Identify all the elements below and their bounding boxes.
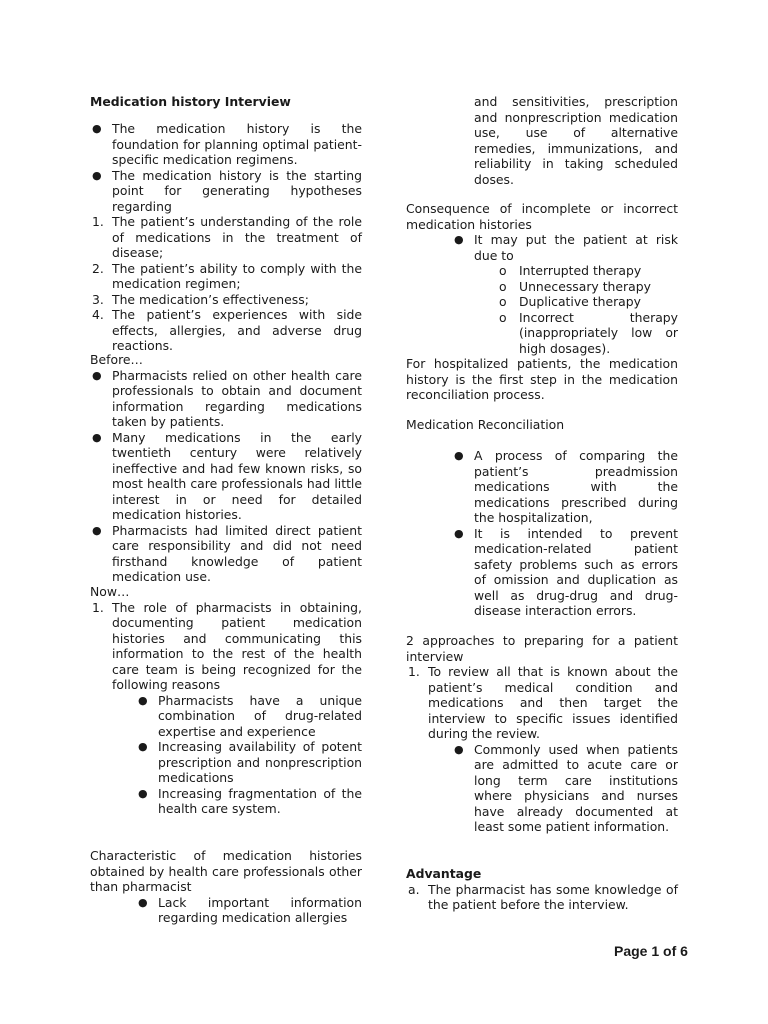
bullet-marker: ●: [92, 122, 102, 135]
list-item: ● Increasing availability of potent prescription and nonprescription medications: [138, 739, 362, 785]
list-item: ● Lack important information regarding medication allergies: [138, 894, 362, 925]
continuation-text: and sensitivities, prescription and nonprescription medication use, use of alternative remedies, immunizations, and reliability in taking scheduled doses.: [474, 94, 678, 187]
advantage-heading: Advantage: [406, 866, 482, 881]
characteristic-section: [90, 848, 362, 926]
list-item: 1. The role of pharmacists in obtaining, documenting patient medication histories and communicating this information to the rest of the health care team is being recognized for the following reasons ● Pharmacists have a unique combination of drug-related expertise and experience ● Increasing availability of potent prescription and nonprescription medications ● Increasing fragmentation of the health care system.: [92, 599, 362, 816]
now-section: [90, 584, 362, 817]
list-item: ● Pharmacists relied on other health care professionals to obtain and document information regarding medications taken by patients.: [92, 367, 362, 429]
list-item: 1. To review all that is known about the patient’s medical condition and medications and then target the interview to specific issues identified during the review. ● Commonly used when patients are admitted to acute care or long term care institutions where physicians and nurses have already documented at least some patient information.: [408, 664, 678, 834]
list-item: 4. The patient’s experiences with side effects, allergies, and adverse drug reactions.: [92, 307, 362, 353]
list-item: o Duplicative therapy: [499, 294, 641, 309]
list-item: 2. The patient’s ability to comply with the medication regimen;: [92, 260, 362, 291]
approaches-heading: 2 approaches to preparing for a patient interview: [406, 633, 678, 664]
consequence-section: [406, 201, 678, 403]
approaches-section: [406, 633, 678, 835]
list-item: o Unnecessary therapy: [499, 278, 651, 294]
list-item: ● Pharmacists had limited direct patient care responsibility and did not need firsthand knowledge of patient medication use.: [92, 522, 362, 584]
intro-section: [90, 121, 362, 354]
list-item: ● It may put the patient at risk due to o Interrupted therapy o Unnecessary therapy o Duplicative therapy o Incorrect therapy (inappropriately low or high dosages).: [454, 232, 678, 356]
document-title: Medication history Interview: [90, 94, 291, 109]
list-item: o Interrupted therapy: [499, 263, 642, 278]
reconciliation-section: [452, 448, 678, 619]
page-number: Page 1 of 6: [614, 943, 688, 959]
list-item: ● A process of comparing the patient’s preadmission medications with the medications prescribed during the hospitalization,: [454, 448, 678, 525]
characteristic-heading: Characteristic of medication histories obtained by health care professionals other than pharmacist: [90, 848, 362, 894]
list-item: 3. The medication’s effectiveness;: [92, 291, 309, 307]
bullet-marker: ●: [92, 168, 102, 182]
list-item: ● Pharmacists have a unique combination of drug-related expertise and experience: [138, 692, 362, 739]
list-item: 1. The patient’s understanding of the role of medications in the treatment of disease;: [92, 214, 362, 260]
list-item: ● The medication history is the foundation for planning optimal patient-specific medication regimens.: [92, 121, 362, 167]
reconciliation-heading: Medication Reconciliation: [406, 417, 565, 432]
consequence-heading: Consequence of incomplete or incorrect medication histories: [406, 201, 678, 232]
list-item: ● The medication history is the starting point for generating hypotheses regarding 1. The patient’s understanding of the role of medications in the treatment of disease; 2. The patient’s ability to comply with the medication regimen; 3. The medication’s effectiveness; 4. The patient’s experiences with side effects, allergies, and adverse drug reactions.: [92, 167, 362, 353]
list-item: ● It is intended to prevent medication-related patient safety problems such as errors of omission and duplication as well as drug-drug and drug-disease interaction errors.: [454, 525, 678, 618]
hospitalized-paragraph: For hospitalized patients, the medication history is the first step in the medication reconciliation process.: [406, 356, 678, 402]
list-item: a. The pharmacist has some knowledge of the patient before the interview.: [408, 881, 678, 912]
list-item: o Incorrect therapy (inappropriately low or high dosages).: [499, 309, 678, 356]
list-item: ● Commonly used when patients are admitted to acute care or long term care institutions where physicians and nurses have already documented at least some patient information.: [454, 741, 678, 834]
advantage-section: [406, 866, 678, 913]
now-heading: Now…: [90, 584, 130, 599]
list-item: ● Increasing fragmentation of the health care system.: [138, 785, 362, 816]
list-item: ● Many medications in the early twentieth century were relatively ineffective and had few known risks, so most health care professionals had little interest in or need for detailed medication histories.: [92, 429, 362, 522]
before-heading: Before…: [90, 352, 143, 367]
before-section: [90, 352, 362, 585]
